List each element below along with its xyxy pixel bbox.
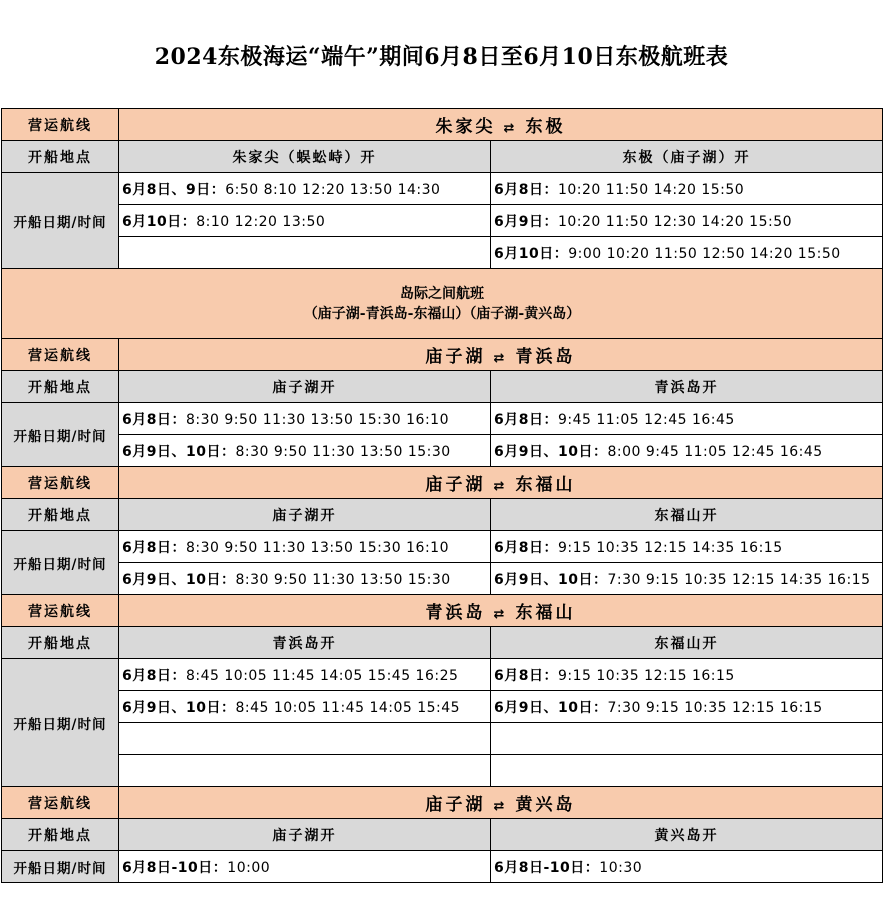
bidirectional-arrow-icon: ⇄ [493, 351, 508, 366]
route-name [119, 467, 883, 499]
schedule-date: 6月8日、9日： [122, 181, 226, 198]
bidirectional-arrow-icon: ⇄ [493, 607, 508, 622]
route-from: 青浜岛 [425, 603, 486, 623]
route-row [2, 467, 883, 499]
left-schedule-cell [119, 531, 491, 563]
route-to: 青浜岛 [515, 347, 576, 367]
schedule-date: 6月9日、10日： [494, 571, 608, 588]
right-schedule-cell [491, 851, 883, 883]
schedule-date: 6月9日、10日： [494, 443, 608, 460]
island-section-subtitle: （庙子湖-青浜岛-东福山）（庙子湖-黄兴岛） [303, 305, 581, 322]
schedule-date: 6月10日： [122, 213, 197, 230]
departure-point-label: 开船地点 [2, 499, 119, 531]
ferry-schedule-table [1, 108, 883, 883]
route-to: 东福山 [515, 475, 576, 495]
departure-row [2, 499, 883, 531]
right-schedule-cell [491, 403, 883, 435]
schedule-times: 10:20 11:50 12:30 14:20 15:50 [557, 213, 793, 230]
left-schedule-cell [119, 403, 491, 435]
schedule-row [2, 755, 883, 787]
left-departure-header: 青浜岛开 [119, 627, 491, 659]
island-section-row [2, 269, 883, 339]
schedule-row [2, 205, 883, 237]
schedule-times: 10:20 11:50 14:20 15:50 [557, 181, 745, 198]
right-schedule-cell [491, 531, 883, 563]
left-schedule-cell [119, 435, 491, 467]
date-time-label: 开船日期/时间 [2, 851, 119, 883]
left-schedule-cell [119, 659, 491, 691]
right-schedule-cell [491, 173, 883, 205]
departure-row [2, 141, 883, 173]
schedule-times: 9:15 10:35 12:15 16:15 [557, 667, 735, 684]
schedule-date: 6月8日-10日： [494, 859, 600, 876]
right-schedule-cell [491, 691, 883, 723]
route-label: 营运航线 [2, 595, 119, 627]
schedule-date: 6月9日、10日： [122, 699, 236, 716]
left-schedule-cell [119, 563, 491, 595]
schedule-times: 8:45 10:05 11:45 14:05 15:45 16:25 [185, 667, 459, 684]
left-schedule-cell [119, 237, 491, 269]
schedule-times: 8:10 12:20 13:50 [196, 213, 326, 230]
route-row [2, 109, 883, 141]
schedule-times: 9:45 11:05 12:45 16:45 [557, 411, 735, 428]
schedule-date: 6月9日、10日： [122, 571, 236, 588]
schedule-times: 7:30 9:15 10:35 12:15 14:35 16:15 [607, 571, 871, 588]
schedule-date: 6月8日： [494, 411, 558, 428]
schedule-row [2, 435, 883, 467]
right-departure-header: 东极（庙子湖）开 [491, 141, 883, 173]
schedule-times: 8:00 9:45 11:05 12:45 16:45 [607, 443, 823, 460]
route-to: 东福山 [515, 603, 576, 623]
route-row [2, 787, 883, 819]
schedule-date: 6月9日、10日： [494, 699, 608, 716]
schedule-row [2, 659, 883, 691]
date-time-label: 开船日期/时间 [2, 659, 119, 787]
right-departure-header: 黄兴岛开 [491, 819, 883, 851]
schedule-date: 6月8日： [122, 539, 186, 556]
schedule-times: 6:50 8:10 12:20 13:50 14:30 [225, 181, 441, 198]
route-from: 庙子湖 [425, 795, 486, 815]
schedule-times: 9:00 10:20 11:50 12:50 14:20 15:50 [568, 245, 841, 262]
bidirectional-arrow-icon: ⇄ [493, 479, 508, 494]
route-name [119, 339, 883, 371]
route-name [119, 109, 883, 141]
departure-row [2, 371, 883, 403]
right-departure-header: 东福山开 [491, 499, 883, 531]
left-schedule-cell [119, 723, 491, 755]
schedule-times: 8:30 9:50 11:30 13:50 15:30 16:10 [185, 539, 449, 556]
left-departure-header: 庙子湖开 [119, 499, 491, 531]
schedule-date: 6月8日： [494, 667, 558, 684]
schedule-date: 6月10日： [494, 245, 569, 262]
bidirectional-arrow-icon: ⇄ [503, 121, 518, 136]
left-departure-header: 朱家尖（蜈蚣峙）开 [119, 141, 491, 173]
left-departure-header: 庙子湖开 [119, 371, 491, 403]
route-row [2, 339, 883, 371]
route-name [119, 787, 883, 819]
route-label: 营运航线 [2, 109, 119, 141]
right-departure-header: 青浜岛开 [491, 371, 883, 403]
route-from: 朱家尖 [435, 117, 496, 137]
schedule-times: 8:30 9:50 11:30 13:50 15:30 [235, 571, 451, 588]
right-schedule-cell [491, 205, 883, 237]
schedule-date: 6月8日： [494, 539, 558, 556]
schedule-date: 6月8日： [122, 667, 186, 684]
left-departure-header: 庙子湖开 [119, 819, 491, 851]
route-label: 营运航线 [2, 339, 119, 371]
schedule-row [2, 851, 883, 883]
schedule-row [2, 563, 883, 595]
schedule-row [2, 237, 883, 269]
schedule-date: 6月9日： [494, 213, 558, 230]
schedule-times: 9:15 10:35 12:15 14:35 16:15 [557, 539, 783, 556]
right-schedule-cell [491, 723, 883, 755]
right-departure-header: 东福山开 [491, 627, 883, 659]
schedule-times: 10:30 [599, 859, 643, 876]
schedule-times: 8:30 9:50 11:30 13:50 15:30 16:10 [185, 411, 449, 428]
date-time-label: 开船日期/时间 [2, 173, 119, 269]
page-title: 2024东极海运“端午”期间6月8日至6月10日东极航班表 [154, 44, 729, 70]
departure-point-label: 开船地点 [2, 371, 119, 403]
right-schedule-cell [491, 435, 883, 467]
route-label: 营运航线 [2, 467, 119, 499]
departure-point-label: 开船地点 [2, 819, 119, 851]
right-schedule-cell [491, 563, 883, 595]
schedule-date: 6月9日、10日： [122, 443, 236, 460]
schedule-times: 10:00 [227, 859, 271, 876]
date-time-label: 开船日期/时间 [2, 531, 119, 595]
schedule-row [2, 173, 883, 205]
route-from: 庙子湖 [425, 347, 486, 367]
island-section-header [2, 269, 883, 339]
departure-row [2, 627, 883, 659]
left-schedule-cell [119, 691, 491, 723]
right-schedule-cell [491, 755, 883, 787]
departure-point-label: 开船地点 [2, 141, 119, 173]
left-schedule-cell [119, 755, 491, 787]
right-schedule-cell [491, 237, 883, 269]
route-name [119, 595, 883, 627]
route-label: 营运航线 [2, 787, 119, 819]
left-schedule-cell [119, 205, 491, 237]
left-schedule-cell [119, 851, 491, 883]
schedule-times: 8:45 10:05 11:45 14:05 15:45 [235, 699, 461, 716]
departure-row [2, 819, 883, 851]
date-time-label: 开船日期/时间 [2, 403, 119, 467]
schedule-date: 6月8日： [122, 411, 186, 428]
schedule-row [2, 691, 883, 723]
route-row [2, 595, 883, 627]
right-schedule-cell [491, 659, 883, 691]
route-to: 黄兴岛 [515, 795, 576, 815]
schedule-row [2, 403, 883, 435]
left-schedule-cell [119, 173, 491, 205]
schedule-times: 8:30 9:50 11:30 13:50 15:30 [235, 443, 451, 460]
island-section-title: 岛际之间航班 [400, 285, 484, 302]
route-from: 庙子湖 [425, 475, 486, 495]
schedule-date: 6月8日： [494, 181, 558, 198]
bidirectional-arrow-icon: ⇄ [493, 799, 508, 814]
schedule-row [2, 723, 883, 755]
schedule-date: 6月8日-10日： [122, 859, 228, 876]
departure-point-label: 开船地点 [2, 627, 119, 659]
route-to: 东极 [525, 117, 566, 137]
schedule-times: 7:30 9:15 10:35 12:15 16:15 [607, 699, 823, 716]
schedule-row [2, 531, 883, 563]
